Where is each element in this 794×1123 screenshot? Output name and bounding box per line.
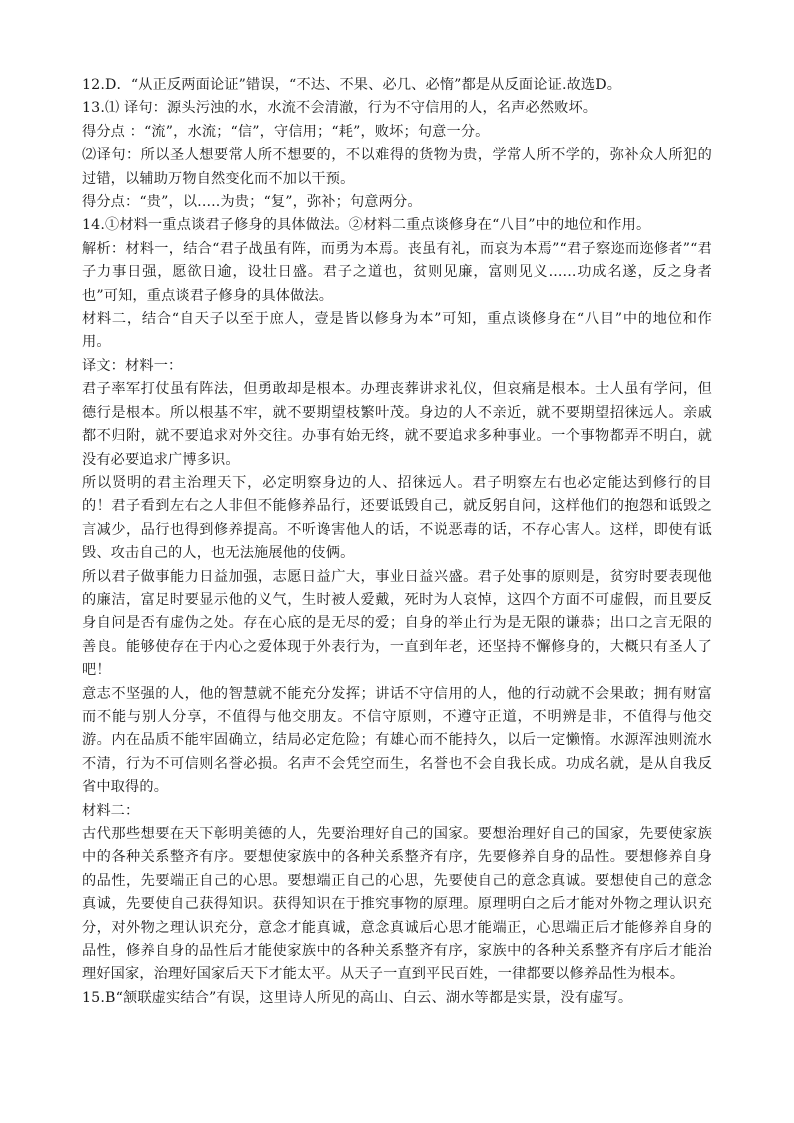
translation-paragraph-1: 君子率军打仗虽有阵法，但勇敢却是根本。办理丧葬讲求礼仪，但哀痛是根本。士人虽有学问，但德行是根本。所以根基不牢，就不要期望枝繁叶茂。身边的人不亲近，就不要期望招徕远人。亲戚都不归附，就不要追求对外交往。办事有始无终，就不要追求多种事业。一个事物都弄不明白，就没有必要追求广博多识。 [82,381,712,468]
answer-14-analysis-material-1: 解析：材料一，结合“君子战虽有阵，而勇为本焉。丧虽有礼，而哀为本焉”“君子察迩而迩修者”“君子力事日强，愿欲日逾，设壮日盛。君子之道也，贫则见廉，富则见义......功成名遂，反之身者也”可知，重点谈君子修身的具体做法。 [82,240,712,304]
answer-13-part2-scoring: 得分点：“贵”，以.....为贵；“复”，弥补；句意两分。 [82,194,422,211]
answer-15: 15.B“颔联虚实结合”有误，这里诗人所见的高山、白云、湖水等都是实景，没有虚写。 [82,989,633,1006]
answer-12: 12.D．“从正反两面论证”错误，“不达、不果、必几、必惰”都是从反面论证.故选D。 [82,77,622,93]
answer-14-analysis-material-2: 材料二，结合“自天子以至于庶人，壹是皆以修身为本”可知，重点谈修身在“八目”中的地位和作用。 [82,311,712,351]
answer-13-part1-scoring: 得分点 ：“流”，水流；“信”，守信用；“耗”，败坏；句意一分。 [82,123,490,140]
answer-document [82,74,712,1010]
translation-paragraph-2: 所以贤明的君主治理天下，必定明察身边的人、招徕远人。君子明察左右也必定能达到修行的目的！君子看到左右之人非但不能修养品行，还要诋毁自己，就反躬自问，这样他们的抱怨和诋毁之言减少，品行也得到修养提高。不听谗害他人的话，不说恶毒的话，不存心害人。这样，即使有诋毁、攻击自己的人，也无法施展他的伎俩。 [82,474,712,562]
translation-paragraph-3: 所以君子做事能力日益加强，志愿日益广大，事业日益兴盛。君子处事的原则是，贫穷时要表现他的廉洁，富足时要显示他的义气，生时被人爱戴，死时为人哀悼，这四个方面不可虚假，而且要反身自问是否有虚伪之处。存在心底的是无尽的爱；自身的举止行为是无限的谦恭；出口之言无限的善良。能够使存在于内心之爱体现于外表行为，一直到年老，还坚持不懈修身的，大概只有圣人了吧！ [82,568,712,679]
translation-heading-material-2: 材料二： [82,802,140,819]
answer-14: 14.①材料一重点谈君子修身的具体做法。②材料二重点谈修身在“八目”中的地位和作用。 [82,217,651,234]
answer-13-part1-translation: 13.⑴ 译句：源头污浊的水，水流不会清澈，行为不守信用的人，名声必然败坏。 [82,100,598,117]
translation-paragraph-4: 意志不坚强的人，他的智慧就不能充分发挥；讲话不守信用的人，他的行动就不会果敢；拥有财富而不能与别人分享，不值得与他交朋友。不信守原则，不遵守正道，不明辨是非，不值得与他交游。内在品质不能牢固确立，结局必定危险；有雄心而不能持久，以后一定懒惰。水源浑浊则流水不清，行为不可信则名誉必损。名声不会凭空而生，名誉也不会自我长成。功成名就，是从自我反省中取得的。 [82,685,712,796]
translation-heading-material-1: 译文：材料一： [82,357,183,374]
answer-13-part2-translation: ⑵译句：所以圣人想要常人所不想要的，不以难得的货物为贵，学常人所不学的，弥补众人所犯的过错，以辅助万物自然变化而不加以干预。 [82,147,712,187]
translation-paragraph-5: 古代那些想要在天下彰明美德的人，先要治理好自己的国家。要想治理好自己的国家，先要使家族中的各种关系整齐有序。要想使家族中的各种关系整齐有序，先要修养自身的品性。要想修养自身的品性，先要端正自己的心思。要想端正自己的心思，先要使自己的意念真诚。要想使自己的意念真诚，先要使自己获得知识。获得知识在于推究事物的原理。原理明白之后才能对外物之理认识充分，对外物之理认识充分，意念才能真诚，意念真诚后心思才能端正，心思端正后才能修养自身的品性，修养自身的品性后才能使家族中的各种关系整齐有序，家族中的各种关系整齐有序后才能治理好国家，治理好国家后天下才能太平。从天子一直到平民百姓，一律都要以修养品性为根本。 [82,826,712,983]
